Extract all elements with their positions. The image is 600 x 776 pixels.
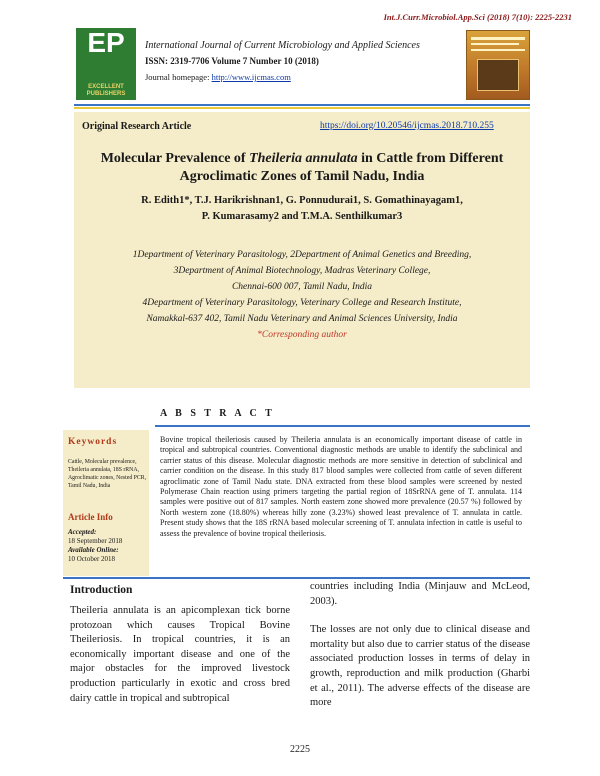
intro-left-column: Theileria annulata is an apicomplexan tick borne protozoan which causes Tropical Bovine Theileriosis. In tropical countries, it is an economically important disease and one of the major obstacles for the improved livestock production particularly in exotic and cross bred dairy cattle in tropical and subtropical (70, 605, 290, 704)
intro-right-column (310, 580, 530, 711)
abstract-body: Bovine tropical theileriosis caused by Theileria annulata is an economically important disease of cattle in tropical and subtropical countries. Conventional diagnostic methods are unable to identify the subclinical and carrier status of this disease. Molecular diagnostic methods are more sensitive in detection of subclinical and carrier condition on the disease. In this study 817 blood samples were collected from cattle of seven different agroclimatic zone of Tamil Nadu state. DNA extracted from these blood samples were screened by nested Polymerase Chain reaction using primers targeting the partial region of 18SrRNA gene of T. annulata. 114 samples were positive out of 817 samples. North eastern zone showed more prevalence (20.57 %) followed by North western zone (18.80%) whereas hilly zone (3.23%) showed least prevalence of T. annulata in cattle. Present study shows that the 18S rRNA based molecular screening of T. annulata infection in cattle is useful to assess the prevalence of bovine tropical theileriosis. (160, 435, 522, 538)
logo-publisher-text: EXCELLENT PUBLISHERS (86, 84, 126, 97)
issn-line: ISSN: 2319-7706 Volume 7 Number 10 (2018) (145, 56, 319, 66)
journal-homepage (145, 72, 291, 82)
doi-link[interactable]: https://doi.org/10.20546/ijcmas.2018.710.255 (320, 121, 494, 131)
keywords-heading: Keywords (68, 437, 118, 447)
affiliations (74, 247, 530, 327)
journal-cover-image (466, 30, 530, 100)
abstract-divider (155, 425, 530, 427)
intro-right-paragraph-1: countries including India (Minjauw and McLeod, 2003). (310, 581, 530, 607)
page-number: 2225 (290, 744, 310, 755)
header-divider-accent (74, 107, 530, 109)
affiliation-line: 4Department of Veterinary Parasitology, Veterinary College and Research Institute, (142, 298, 462, 308)
publisher-logo (76, 28, 136, 100)
abstract-bottom-divider (63, 577, 530, 579)
accepted-label: Accepted: (68, 528, 97, 536)
homepage-link[interactable]: http://www.ijcmas.com (211, 72, 291, 82)
title-part1: Molecular Prevalence of (100, 151, 250, 166)
header-divider (74, 104, 530, 106)
article-title (74, 150, 530, 186)
author-list (74, 193, 530, 225)
article-type: Original Research Article (82, 121, 192, 132)
intro-right-paragraph-2: The losses are not only due to clinical disease and mortality but also due to carrier status of the disease associated production losses in terms of delay in growth, reproduction and milk production (Gharbi et al., 2011). The adverse effects of the disease are more (310, 624, 530, 709)
authors-line-1: R. Edith1*, T.J. Harikrishnan1, G. Ponnudurai1, S. Gomathinayagam1, (141, 195, 463, 206)
abstract-heading: A B S T R A C T (160, 408, 275, 419)
article-info-text (68, 528, 148, 564)
corresponding-author: *Corresponding author (257, 330, 347, 340)
article-info-heading: Article Info (68, 512, 113, 522)
introduction-heading: Introduction (70, 584, 133, 596)
accepted-date: 18 September 2018 (68, 537, 123, 545)
affiliation-line: 3Department of Animal Biotechnology, Madras Veterinary College, (173, 266, 431, 276)
online-date: 10 October 2018 (68, 555, 116, 563)
authors-line-2: P. Kumarasamy2 and T.M.A. Senthilkumar3 (201, 211, 403, 222)
affiliation-line: Chennai-600 007, Tamil Nadu, India (231, 282, 373, 292)
keywords-text: Cattle, Molecular prevalence, Theileria annulata, 18S rRNA, Agroclimatic zones, Nested PCR, Tamil Nadu, India (68, 459, 147, 489)
affiliation-line: 1Department of Veterinary Parasitology, 2Department of Animal Genetics and Breeding, (132, 250, 472, 260)
online-label: Available Online: (68, 546, 119, 554)
title-species: Theileria annulata (249, 151, 358, 166)
homepage-label: Journal homepage: (145, 72, 212, 82)
running-head: Int.J.Curr.Microbiol.App.Sci (2018) 7(10): 2225-2231 (383, 12, 572, 22)
journal-title: International Journal of Current Microbiology and Applied Sciences (145, 40, 420, 51)
logo-letters: EP (87, 27, 125, 58)
affiliation-line: Namakkal-637 402, Tamil Nadu Veterinary and Animal Sciences University, India (146, 314, 458, 324)
title-part2: in Cattle from Different Agroclimatic Zones of Tamil Nadu, India (179, 151, 504, 184)
